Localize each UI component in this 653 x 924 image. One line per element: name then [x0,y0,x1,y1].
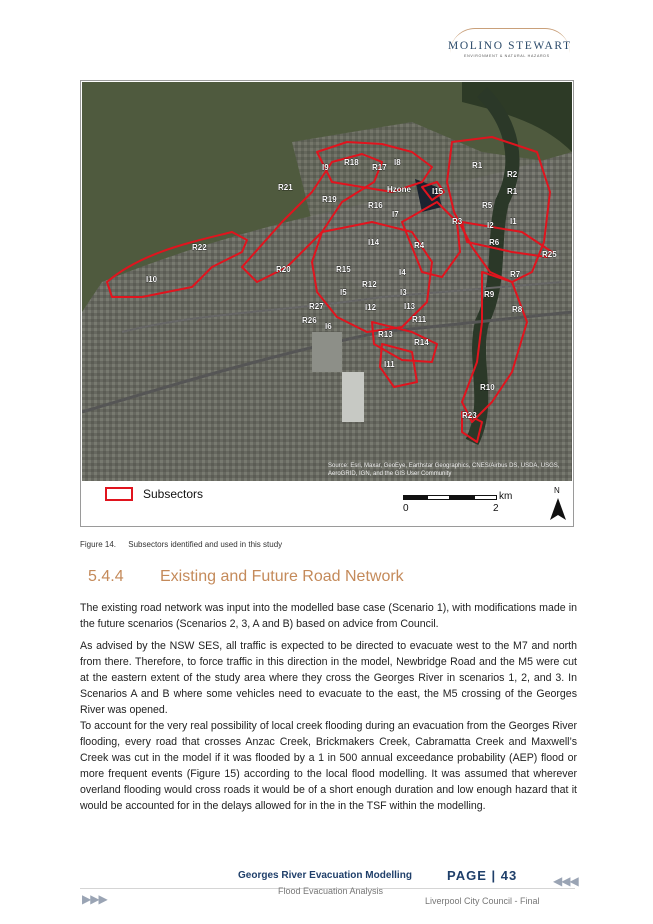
subsector-label: R12 [362,280,377,289]
paragraph: As advised by the NSW SES, all traffic is expected to be directed to evacuate west to the M7 and north from there. Therefore, to force traffic in this direction in the model, Newbridge Road and the M5 were cut at the eastern extent of the study area where they cross the Georges River in scenarios 1, 2, and 3. In Scenarios A and B where some vehicles need to evacuate to the east, the M5 crossing of the Georges River was opened. [80,640,577,716]
north-arrow [547,486,569,522]
subsector-label: R9 [484,290,495,299]
subsector-label: I6 [325,322,332,331]
scale-bar-graphic [403,495,497,500]
subsector-label: R14 [414,338,429,347]
subsector-label: R22 [192,243,207,252]
footer-subtitle: Flood Evacuation Analysis [278,886,384,896]
subsector-label: I8 [394,158,401,167]
figure-caption [80,540,282,549]
subsector-label: R8 [512,305,523,314]
paragraph: To account for the very real possibility of local creek flooding during an evacuation from the Georges River flooding, every road that crosses Anzac Creek, Brickmakers Creek, Cabramatta Creek and Maxwell’s Creek was cut in the model if it was flooded by a 1 in 500 annual exceedance probability (AEP) flood or more frequent events (Figure 15) according to the local flood modelling. It was assumed that wherever overland flooding would cross roads it would be of a short enough duration and low enough hazard that it would be accounted for in the delays allowed for in the in the TSF within the modelling. [80,720,577,812]
subsector-label: I15 [432,187,444,196]
subsector-label: R7 [510,270,521,279]
subsector-label: R23 [462,411,477,420]
subsector-label: R5 [482,201,493,210]
footer-title: Georges River Evacuation Modelling [238,870,412,881]
subsector-label: R21 [278,183,293,192]
subsector-label: I5 [340,288,347,297]
subsector-label: R2 [507,170,518,179]
subsector-label: I3 [400,288,407,297]
map-legend [105,485,203,503]
subsector-label: R17 [372,163,387,172]
subsector-label: Hzone [387,185,411,194]
north-label: N [554,486,560,495]
section-title: Existing and Future Road Network [160,568,404,585]
subsector-swatch [105,487,133,501]
subsector-label: I12 [365,303,377,312]
subsector-label: R19 [322,195,337,204]
caption-label: Figure 14. [80,540,117,549]
arrows-left-icon: ◀◀◀ [553,874,578,888]
subsector-label: R6 [489,238,500,247]
footer-client: Liverpool City Council - Final [425,896,540,906]
satellite-map [82,82,572,481]
paragraph: The existing road network was input into the modelled base case (Scenario 1), with modifications made in the future scenarios (Scenarios 2, 3, A and B) based on advice from Council. [80,602,577,630]
subsector-label: R20 [276,265,291,274]
subsector-label: R25 [542,250,557,259]
legend-label: Subsectors [143,487,204,501]
map-attribution: Source: Esri, Maxar, GeoEye, Earthstar Geographics, CNES/Airbus DS, USDA, USGS, AeroGRID, IGN, and the GIS User Community [328,463,560,477]
subsector-label: R3 [452,217,463,226]
subsector-label: I7 [392,210,399,219]
section-heading [88,568,404,586]
subsector-label: R18 [344,158,359,167]
logo-subtitle: ENVIRONMENT & NATURAL HAZARDS [464,54,550,58]
subsector-label: R11 [412,315,427,324]
subsector-label: R15 [336,265,351,274]
scale-unit: km [499,491,513,502]
scale-label-two: 2 [493,503,499,514]
figure-frame [80,80,574,527]
subsector-label: R10 [480,383,495,392]
company-logo [440,28,580,68]
subsector-label: R16 [368,201,383,210]
subsector-label: R1 [472,161,483,170]
section-number: 5.4.4 [88,568,124,585]
subsector-label: I1 [510,217,517,226]
scale-bar [403,491,533,521]
caption-text: Subsectors identified and used in this study [128,540,283,549]
subsector-label: I10 [146,275,158,284]
subsector-label: R26 [302,316,317,325]
arrows-right-icon: ▶▶▶ [82,892,107,906]
subsector-label: I13 [404,302,416,311]
logo-name: MOLINO STEWART [448,40,572,52]
subsector-label: I4 [399,268,406,277]
subsector-label: I2 [487,221,494,230]
subsector-label: R1 [507,187,518,196]
scale-label-zero: 0 [403,503,409,514]
subsector-label: I11 [384,360,395,369]
page-number: PAGE | 43 [447,868,518,883]
subsector-label: I9 [322,163,329,172]
subsector-label: R4 [414,241,425,250]
map-graphic [82,82,572,481]
subsector-label: R13 [378,330,393,339]
subsector-label: I14 [368,238,380,247]
subsector-label: R27 [309,302,324,311]
